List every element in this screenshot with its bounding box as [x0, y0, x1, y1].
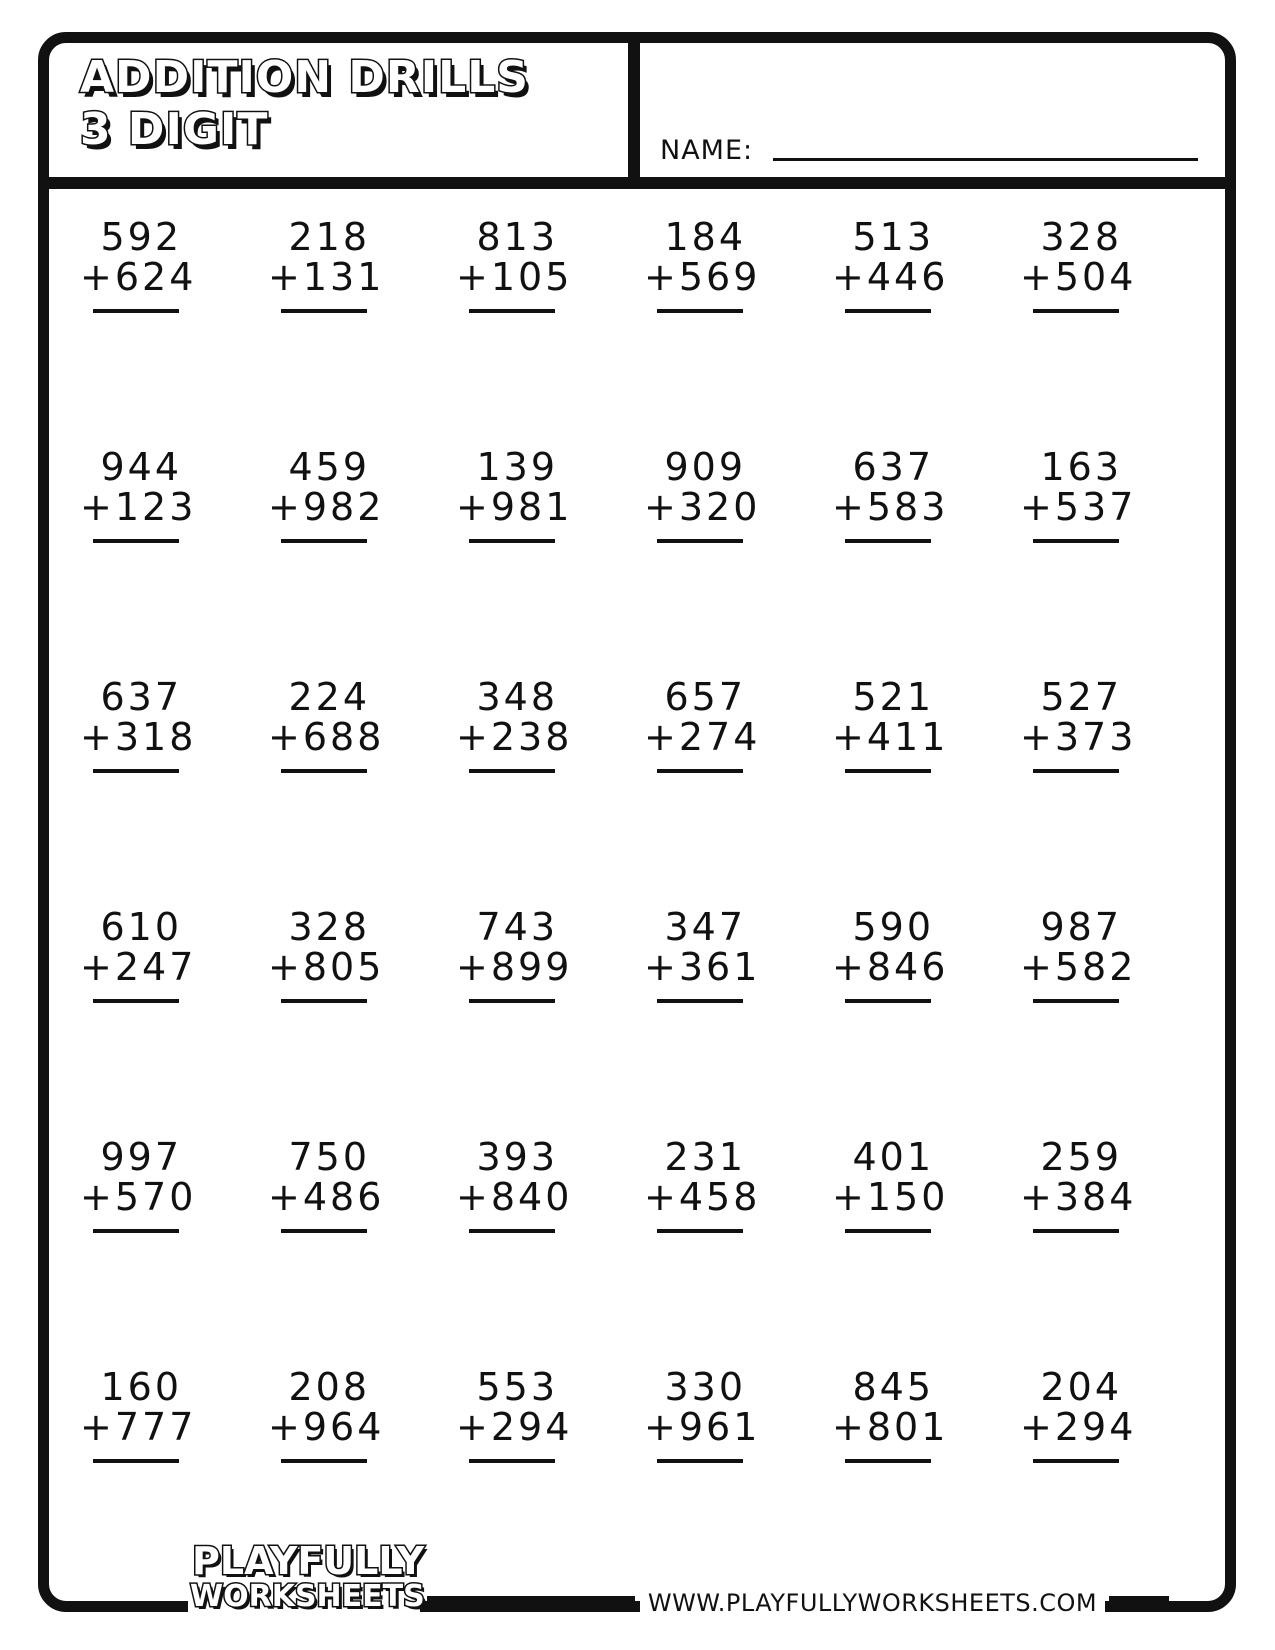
- answer-line[interactable]: [93, 769, 179, 773]
- addend-top: 513: [852, 215, 934, 259]
- addend-bottom: +373: [1020, 715, 1137, 759]
- answer-line[interactable]: [845, 769, 931, 773]
- problem: [832, 675, 1012, 785]
- addend-top: 160: [100, 1365, 182, 1409]
- addend-bottom: +411: [832, 715, 949, 759]
- addend-top: 231: [664, 1135, 746, 1179]
- addend-bottom: +840: [456, 1175, 573, 1219]
- problem: [832, 445, 1012, 555]
- footer-bar-right: [1109, 1596, 1169, 1608]
- addend-top: 328: [288, 905, 370, 949]
- addend-top: 330: [664, 1365, 746, 1409]
- addend-bottom: +982: [268, 485, 385, 529]
- addend-top: 637: [100, 675, 182, 719]
- answer-line[interactable]: [93, 999, 179, 1003]
- problem: [268, 1135, 448, 1245]
- addend-top: 553: [476, 1365, 558, 1409]
- addend-top: 348: [476, 675, 558, 719]
- logo-line-2: WORKSHEETS: [190, 1579, 425, 1614]
- addend-bottom: +318: [80, 715, 197, 759]
- answer-line[interactable]: [845, 1229, 931, 1233]
- addend-bottom: +238: [456, 715, 573, 759]
- addend-bottom: +247: [80, 945, 197, 989]
- problem: [456, 1135, 636, 1245]
- answer-line[interactable]: [281, 769, 367, 773]
- addend-bottom: +583: [832, 485, 949, 529]
- answer-line[interactable]: [845, 309, 931, 313]
- footer-url: WWW.PLAYFULLYWORKSHEETS.COM: [640, 1588, 1105, 1618]
- answer-line[interactable]: [281, 999, 367, 1003]
- answer-line[interactable]: [1033, 1459, 1119, 1463]
- problem: [456, 675, 636, 785]
- addend-top: 997: [100, 1135, 182, 1179]
- addend-top: 813: [476, 215, 558, 259]
- addend-bottom: +486: [268, 1175, 385, 1219]
- answer-line[interactable]: [1033, 309, 1119, 313]
- answer-line[interactable]: [469, 1229, 555, 1233]
- addend-top: 657: [664, 675, 746, 719]
- addend-top: 592: [100, 215, 182, 259]
- answer-line[interactable]: [657, 1459, 743, 1463]
- answer-line[interactable]: [281, 1229, 367, 1233]
- problem: [268, 675, 448, 785]
- problem: [80, 445, 260, 555]
- addend-top: 328: [1040, 215, 1122, 259]
- addend-bottom: +777: [80, 1405, 197, 1449]
- title-line-2: 3 DIGIT: [80, 104, 269, 155]
- answer-line[interactable]: [281, 539, 367, 543]
- answer-line[interactable]: [469, 539, 555, 543]
- problem: [456, 445, 636, 555]
- answer-line[interactable]: [93, 539, 179, 543]
- addend-top: 208: [288, 1365, 370, 1409]
- addend-top: 347: [664, 905, 746, 949]
- addend-bottom: +361: [644, 945, 761, 989]
- problem: [644, 445, 824, 555]
- addend-top: 944: [100, 445, 182, 489]
- problem: [644, 675, 824, 785]
- problem: [1020, 215, 1200, 325]
- addend-top: 204: [1040, 1365, 1122, 1409]
- problem: [456, 905, 636, 1015]
- addend-bottom: +569: [644, 255, 761, 299]
- answer-line[interactable]: [657, 1229, 743, 1233]
- addend-top: 139: [476, 445, 558, 489]
- addend-bottom: +274: [644, 715, 761, 759]
- addend-bottom: +801: [832, 1405, 949, 1449]
- answer-line[interactable]: [93, 1459, 179, 1463]
- title-line-1: ADDITION DRILLS: [80, 52, 529, 103]
- answer-line[interactable]: [657, 999, 743, 1003]
- answer-line[interactable]: [1033, 769, 1119, 773]
- problem: [832, 215, 1012, 325]
- addend-bottom: +150: [832, 1175, 949, 1219]
- addend-top: 845: [852, 1365, 934, 1409]
- logo-line-1: PLAYFULLY: [192, 1539, 425, 1583]
- addend-bottom: +624: [80, 255, 197, 299]
- addend-bottom: +105: [456, 255, 573, 299]
- problem: [80, 215, 260, 325]
- problem: [644, 215, 824, 325]
- problem: [1020, 445, 1200, 555]
- problem: [268, 445, 448, 555]
- addend-top: 393: [476, 1135, 558, 1179]
- problem: [1020, 675, 1200, 785]
- problem: [268, 215, 448, 325]
- problem: [80, 905, 260, 1015]
- header-vertical-divider: [628, 38, 640, 183]
- problem: [80, 1135, 260, 1245]
- addend-top: 909: [664, 445, 746, 489]
- answer-line[interactable]: [657, 539, 743, 543]
- answer-line[interactable]: [93, 309, 179, 313]
- answer-line[interactable]: [1033, 1229, 1119, 1233]
- addend-top: 224: [288, 675, 370, 719]
- problem: [1020, 1365, 1200, 1475]
- addend-top: 521: [852, 675, 934, 719]
- name-label: NAME:: [660, 135, 754, 166]
- answer-line[interactable]: [469, 1459, 555, 1463]
- addend-bottom: +981: [456, 485, 573, 529]
- addend-bottom: +899: [456, 945, 573, 989]
- problem: [832, 1135, 1012, 1245]
- answer-line[interactable]: [1033, 539, 1119, 543]
- problem: [644, 1135, 824, 1245]
- addend-bottom: +964: [268, 1405, 385, 1449]
- problem: [832, 905, 1012, 1015]
- problem: [80, 1365, 260, 1475]
- addend-top: 218: [288, 215, 370, 259]
- answer-line[interactable]: [845, 539, 931, 543]
- problem: [644, 1365, 824, 1475]
- answer-line[interactable]: [1033, 999, 1119, 1003]
- problem: [456, 1365, 636, 1475]
- answer-line[interactable]: [845, 1459, 931, 1463]
- addend-bottom: +570: [80, 1175, 197, 1219]
- addend-bottom: +805: [268, 945, 385, 989]
- addend-bottom: +458: [644, 1175, 761, 1219]
- problem: [268, 905, 448, 1015]
- problem: [456, 215, 636, 325]
- addend-top: 259: [1040, 1135, 1122, 1179]
- addend-top: 743: [476, 905, 558, 949]
- answer-line[interactable]: [469, 999, 555, 1003]
- addend-bottom: +537: [1020, 485, 1137, 529]
- addend-bottom: +294: [456, 1405, 573, 1449]
- addend-top: 637: [852, 445, 934, 489]
- addend-bottom: +446: [832, 255, 949, 299]
- name-field-line[interactable]: [773, 158, 1198, 161]
- answer-line[interactable]: [469, 309, 555, 313]
- answer-line[interactable]: [93, 1229, 179, 1233]
- addend-bottom: +582: [1020, 945, 1137, 989]
- addend-bottom: +131: [268, 255, 385, 299]
- answer-line[interactable]: [281, 309, 367, 313]
- addend-bottom: +846: [832, 945, 949, 989]
- answer-line[interactable]: [657, 309, 743, 313]
- worksheet-title: [80, 52, 529, 156]
- addend-bottom: +123: [80, 485, 197, 529]
- problem: [1020, 1135, 1200, 1245]
- answer-line[interactable]: [657, 769, 743, 773]
- addend-bottom: +320: [644, 485, 761, 529]
- addend-top: 527: [1040, 675, 1122, 719]
- addend-bottom: +961: [644, 1405, 761, 1449]
- problem: [1020, 905, 1200, 1015]
- problem: [268, 1365, 448, 1475]
- addend-top: 590: [852, 905, 934, 949]
- addend-bottom: +688: [268, 715, 385, 759]
- footer-bar-left: [427, 1596, 635, 1608]
- addend-top: 750: [288, 1135, 370, 1179]
- addend-bottom: +504: [1020, 255, 1137, 299]
- addend-bottom: +384: [1020, 1175, 1137, 1219]
- answer-line[interactable]: [845, 999, 931, 1003]
- answer-line[interactable]: [281, 1459, 367, 1463]
- addend-top: 610: [100, 905, 182, 949]
- addend-top: 401: [852, 1135, 934, 1179]
- addend-top: 184: [664, 215, 746, 259]
- playfully-worksheets-logo: [188, 1539, 425, 1620]
- addend-top: 987: [1040, 905, 1122, 949]
- addend-top: 459: [288, 445, 370, 489]
- addend-bottom: +294: [1020, 1405, 1137, 1449]
- answer-line[interactable]: [469, 769, 555, 773]
- addend-top: 163: [1040, 445, 1122, 489]
- problem: [832, 1365, 1012, 1475]
- problem: [644, 905, 824, 1015]
- problem: [80, 675, 260, 785]
